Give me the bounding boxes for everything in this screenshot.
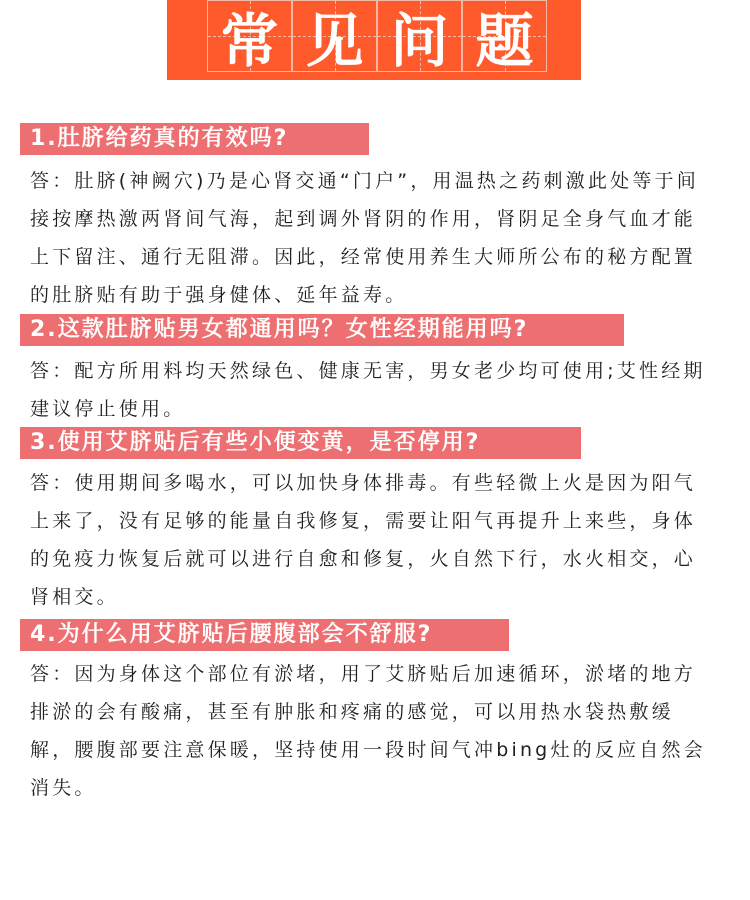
title-char-2: 见 bbox=[292, 0, 377, 72]
faq-question-1: 1.肚脐给药真的有效吗? bbox=[20, 123, 369, 155]
page-title bbox=[167, 0, 581, 80]
faq-question-2: 2.这款肚脐贴男女都通用吗？女性经期能用吗? bbox=[20, 314, 624, 346]
faq-answer-2: 答：配方所用料均天然绿色、健康无害，男女老少均可使用;艾性经期建议停止使用。 bbox=[30, 360, 706, 420]
faq-answer-1: 答：肚脐(神阙穴)乃是心肾交通“门户”，用温热之药刺激此处等于间接按摩热激两肾间气海，起到调外肾阴的作用，肾阴足全身气血才能上下留注、通行无阻滞。因此，经常使用养生大师所公布的秘方配置的肚脐贴有助于强身健体、延年益寿。 bbox=[30, 170, 699, 306]
faq-question-3: 3.使用艾脐贴后有些小便变黄，是否停用? bbox=[20, 427, 581, 459]
title-char-3: 问 bbox=[377, 0, 462, 72]
title-char-1: 常 bbox=[207, 0, 292, 72]
faq-answer-4: 答：因为身体这个部位有淤堵，用了艾脐贴后加速循环，淤堵的地方排淤的会有酸痛，甚至有肿胀和疼痛的感觉，可以用热水袋热敷缓解，腰腹部要注意保暖，坚持使用一段时间气冲bing灶的反应自然会消失。 bbox=[30, 663, 706, 799]
title-char-4: 题 bbox=[462, 0, 547, 72]
faq-answer-3: 答：使用期间多喝水，可以加快身体排毒。有些轻微上火是因为阳气上来了，没有足够的能量自我修复，需要让阳气再提升上来些，身体的免疫力恢复后就可以进行自愈和修复，火自然下行，水火相交，心肾相交。 bbox=[30, 472, 697, 608]
faq-question-4: 4.为什么用艾脐贴后腰腹部会不舒服? bbox=[20, 619, 509, 651]
